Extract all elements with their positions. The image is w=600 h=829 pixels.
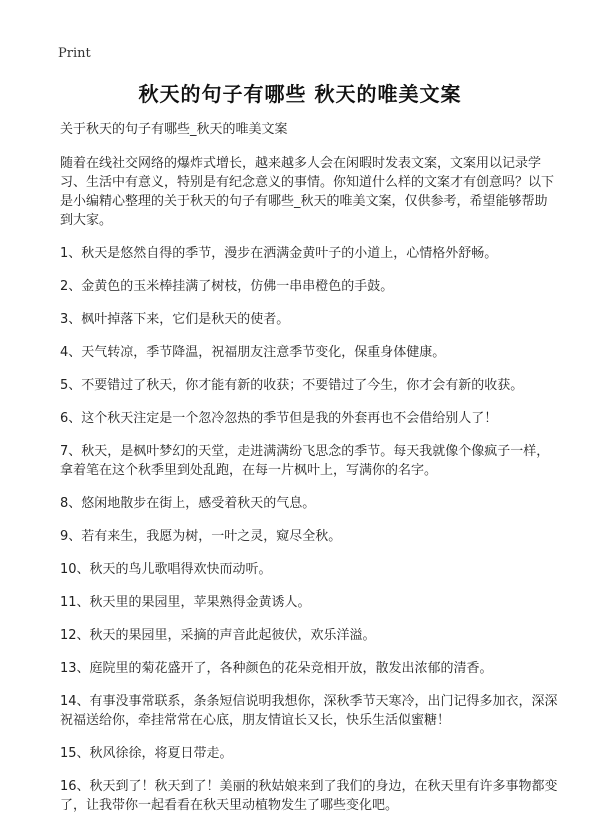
list-item: 2、金黄色的玉米棒挂满了树枝，仿佛一串串橙色的手鼓。 bbox=[60, 279, 394, 294]
list-item: 3、枫叶掉落下来，它们是秋天的使者。 bbox=[60, 312, 290, 327]
list-item: 7、秋天，是枫叶梦幻的天堂，走进满满纷飞思念的季节。每天我就像个像疯子一样，拿着笔在这个秋季里到处乱跑，在每一片枫叶上，写满你的名字。 bbox=[60, 444, 550, 478]
print-link[interactable]: Print bbox=[58, 46, 91, 61]
list-item: 15、秋风徐徐，将夏日带走。 bbox=[60, 746, 233, 761]
list-item: 16、秋天到了！秋天到了！美丽的秋姑娘来到了我们的身边，在秋天里有许多事物都变了，让我带你一起看看在秋天里动植物发生了哪些变化吧。 bbox=[60, 779, 558, 813]
list-item: 8、悠闲地散步在街上，感受着秋天的气息。 bbox=[60, 496, 316, 511]
list-item: 13、庭院里的菊花盛开了，各种颜色的花朵竞相开放，散发出浓郁的清香。 bbox=[60, 661, 493, 676]
list-item: 11、秋天里的果园里，苹果熟得金黄诱人。 bbox=[60, 595, 311, 610]
list-item: 12、秋天的果园里，采摘的声音此起彼伏，欢乐洋溢。 bbox=[60, 628, 376, 643]
article-subtitle: 关于秋天的句子有哪些_秋天的唯美文案 bbox=[60, 122, 288, 137]
list-item: 14、有事没事常联系，条条短信说明我想你，深秋季节天寒冷，出门记得多加衣，深深祝福送给你，牵挂常常在心底，朋友情谊长又长，快乐生活似蜜糖！ bbox=[60, 694, 558, 728]
page-title: 秋天的句子有哪些 秋天的唯美文案 bbox=[138, 82, 462, 106]
list-item: 6、这个秋天注定是一个忽冷忽热的季节但是我的外套再也不会借给别人了！ bbox=[60, 411, 498, 426]
article-body bbox=[60, 120, 560, 829]
list-item: 10、秋天的鸟儿歌唱得欢快而动听。 bbox=[60, 562, 272, 577]
intro-paragraph: 随着在线社交网络的爆炸式增长，越来越多人会在闲暇时发表文案，文案用以记录学习、生活中有意义，特别是有纪念意义的事情。你知道什么样的文案才有创意吗？以下是小编精心整理的关于秋天的句子有哪些_秋天的唯美文案，仅供参考，希望能够帮助到大家。 bbox=[60, 156, 555, 228]
list-item: 4、天气转凉，季节降温，祝福朋友注意季节变化，保重身体健康。 bbox=[60, 345, 446, 360]
list-item: 1、秋天是悠然自得的季节，漫步在洒满金黄叶子的小道上，心情格外舒畅。 bbox=[60, 246, 498, 261]
list-item: 5、不要错过了秋天，你才能有新的收获；不要错过了今生，你才会有新的收获。 bbox=[60, 378, 524, 393]
list-item: 9、若有来生，我愿为树，一叶之灵，窥尽全秋。 bbox=[60, 529, 342, 544]
